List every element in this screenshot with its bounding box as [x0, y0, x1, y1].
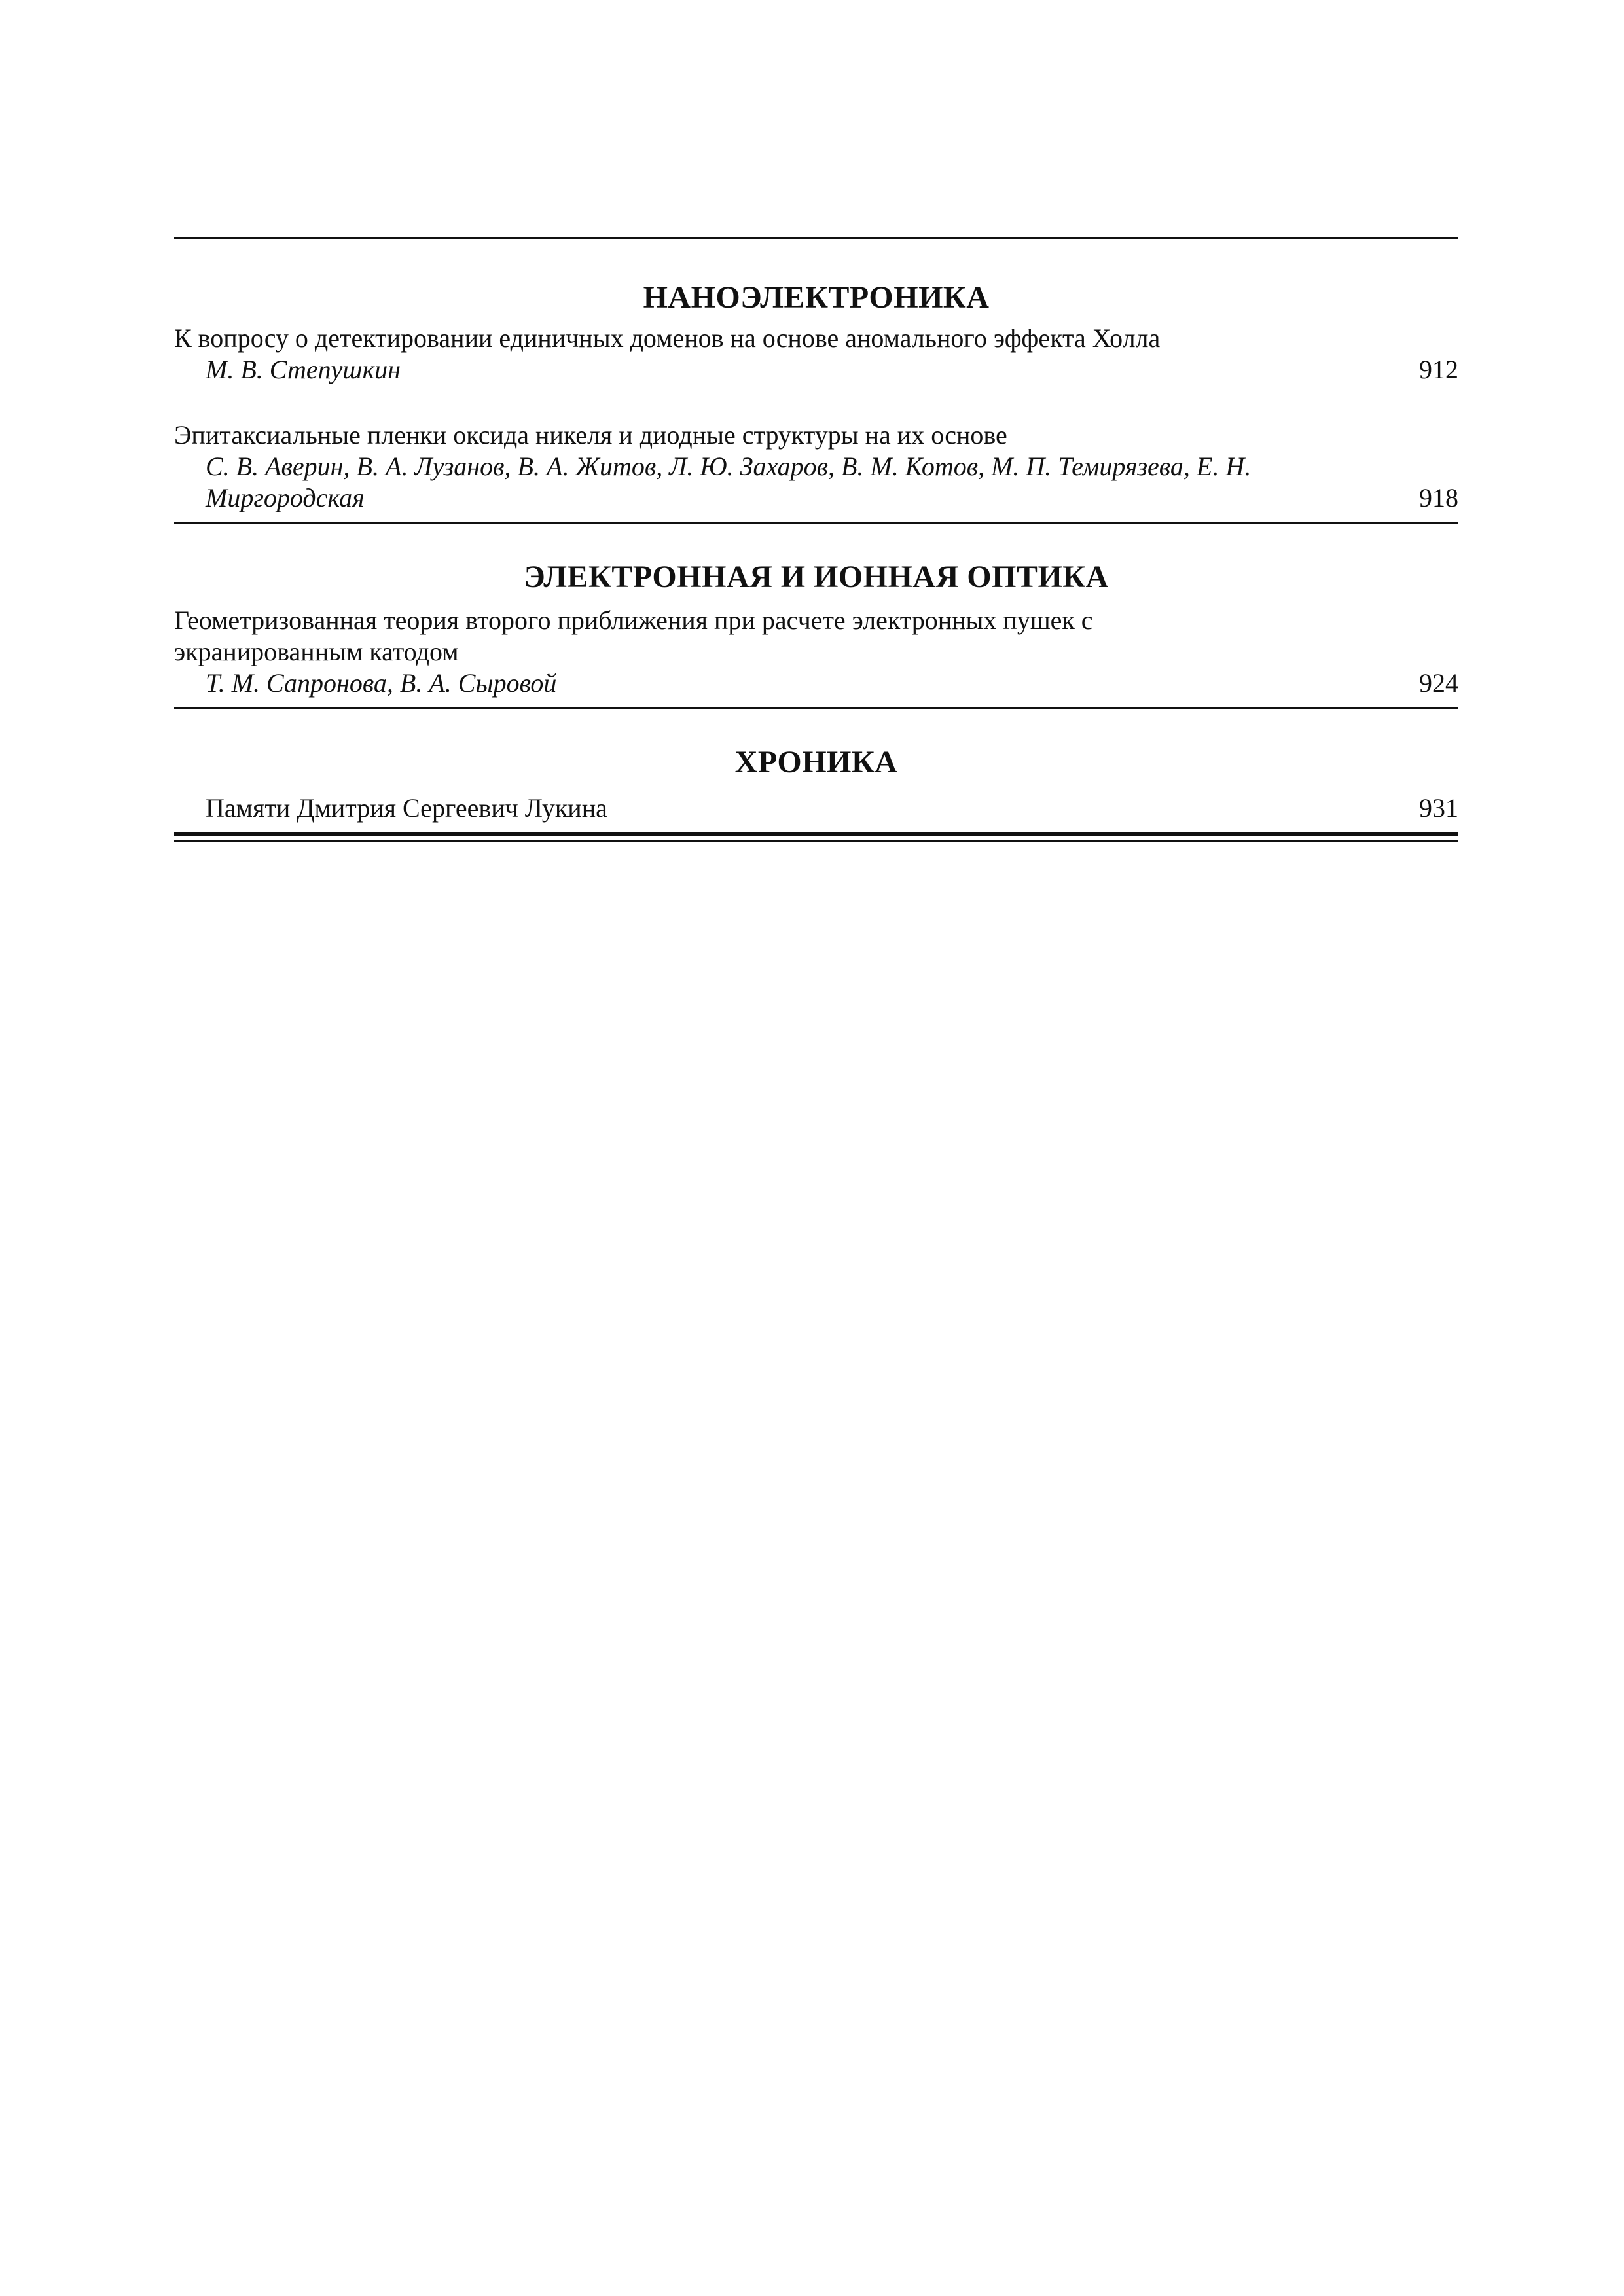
entry-page-number: 924 — [1419, 668, 1458, 698]
entry-authors: Т. М. Сапронова, В. А. Сыровой — [206, 668, 557, 698]
entry-page-number: 931 — [1419, 793, 1458, 823]
entry-title: К вопросу о детектировании единичных доменов на основе аномального эффекта Холла — [174, 323, 1161, 353]
closing-double-rule — [174, 832, 1458, 842]
entry-title: Эпитаксиальные пленки оксида никеля и диодные структуры на их основе — [174, 420, 1007, 450]
entry-page-number: 918 — [1419, 483, 1458, 512]
entry-authors: М. В. Степушкин — [206, 355, 401, 384]
section-title: НАНОЭЛЕКТРОНИКА — [643, 280, 990, 315]
section-divider — [174, 707, 1458, 709]
section-nanoelectronics — [174, 279, 1458, 524]
table-of-contents — [174, 237, 1458, 842]
toc-entry[interactable] — [174, 420, 1458, 514]
toc-entry[interactable] — [174, 605, 1458, 699]
entry-title: Геометризованная теория второго приближения при расчете электронных пушек с экранированным катодом — [174, 605, 1093, 666]
section-chronicle — [174, 744, 1458, 842]
entry-authors: С. В. Аверин, В. А. Лузанов, В. А. Житов, Л. Ю. Захаров, В. М. Котов, М. П. Темирязева, Е. Н. Миргородская — [206, 452, 1252, 512]
section-title: ХРОНИКА — [734, 745, 898, 780]
section-divider — [174, 522, 1458, 524]
section-electron-ion-optics — [174, 559, 1458, 709]
top-rule — [174, 237, 1458, 239]
toc-entry[interactable] — [174, 793, 1458, 824]
entry-page-number: 912 — [1419, 355, 1458, 384]
section-title: ЭЛЕКТРОННАЯ И ИОННАЯ ОПТИКА — [524, 560, 1109, 594]
toc-entry[interactable] — [174, 323, 1458, 386]
entry-title: Памяти Дмитрия Сергеевич Лукина — [206, 793, 607, 823]
